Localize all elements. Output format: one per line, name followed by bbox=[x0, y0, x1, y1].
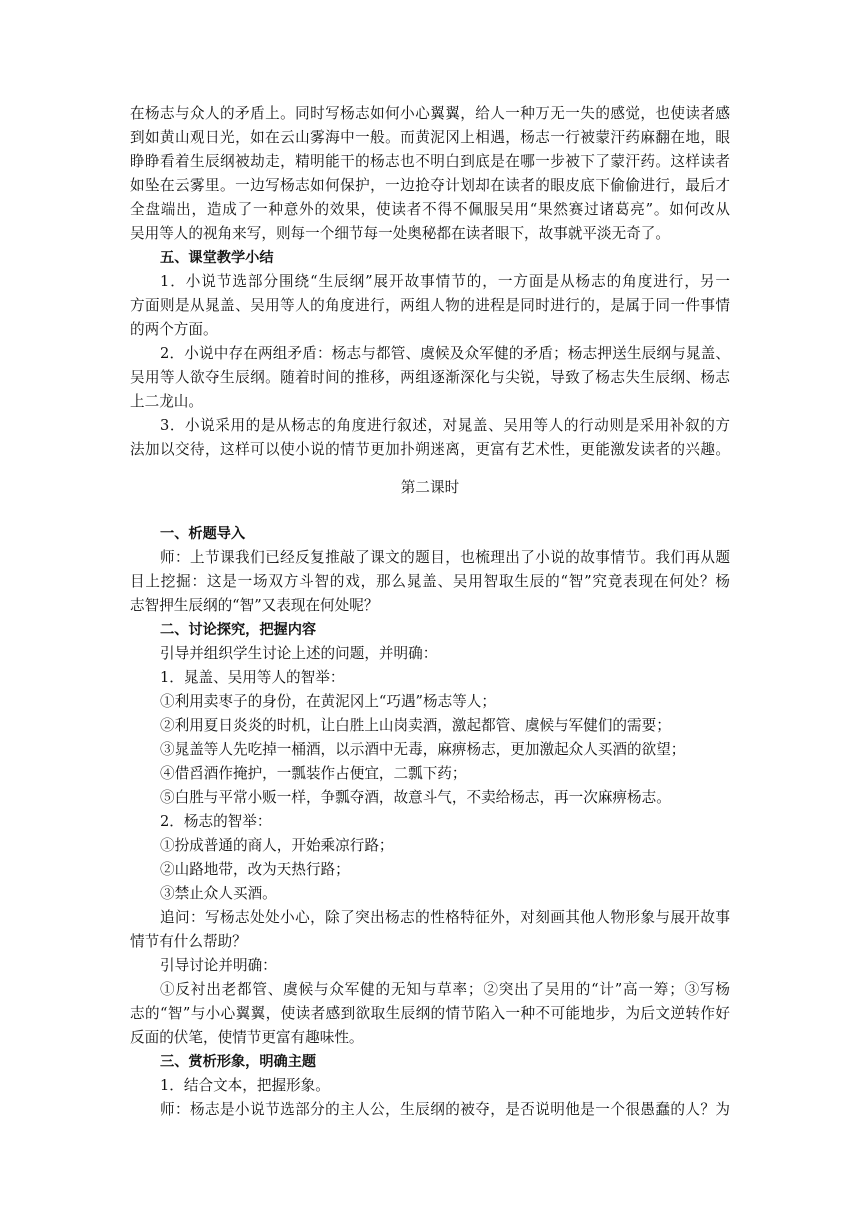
body-text-line: 师：杨志是小说节选部分的主人公，生辰纲的被夺，是否说明他是一个很愚蠢的人？为 bbox=[160, 1101, 730, 1118]
body-text-line: 引导并组织学生讨论上述的问题，并明确： bbox=[160, 645, 438, 662]
body-text-line: ①反衬出老都管、虞候与众军健的无知与草率；②突出了吴用的“计”高一筹；③写杨 bbox=[160, 981, 730, 998]
body-text-line: 睁睁看着生辰纲被劫走，精明能干的杨志也不明白到底是在哪一步被下了蒙汗药。这样读者 bbox=[130, 153, 730, 170]
body-text-line: 如坠在云雾里。一边写杨志如何保护，一边抢夺计划却在读者的眼皮底下偷偷进行，最后才 bbox=[130, 177, 730, 194]
body-text-line: 法加以交待，这样可以使小说的情节更加扑朔迷离，更富有艺术性，更能激发读者的兴趣。 bbox=[130, 441, 730, 458]
body-text-line: 志的“智”与小心翼翼，使读者感到欲取生辰纲的情节陷入一种不可能地步，为后文逆转作好 bbox=[130, 1005, 730, 1022]
body-text-line: 方面则是从晁盖、吴用等人的角度进行，两组人物的进程是同时进行的，是属于同一件事情 bbox=[130, 297, 730, 314]
body-text-line: 志智押生辰纲的“智”又表现在何处呢？ bbox=[130, 597, 379, 614]
body-text-line: 吴用等人的视角来写，则每一个细节每一处奥秘都在读者眼下，故事就平淡无奇了。 bbox=[130, 225, 670, 242]
list-item: ④借舀酒作掩护，一瓢装作占便宜，二瓢下药； bbox=[160, 765, 467, 782]
list-title: 1．结合文本，把握形象。 bbox=[160, 1077, 330, 1094]
body-text-line: 在杨志与众人的矛盾上。同时写杨志如何小心翼翼，给人一种万无一失的感觉，也使读者感 bbox=[130, 105, 730, 122]
body-text-line: 情节有什么帮助？ bbox=[130, 933, 247, 950]
list-item: ②山路地带，改为天热行路； bbox=[160, 861, 350, 878]
list-item: ②利用夏日炎炎的时机，让白胜上山岗卖酒，激起都管、虞候与军健们的需要； bbox=[160, 717, 671, 734]
list-item: ①利用卖枣子的身份，在黄泥冈上“巧遇”杨志等人； bbox=[160, 693, 496, 710]
body-text-line: 的两个方面。 bbox=[130, 321, 218, 338]
body-text-line: 引导讨论并明确： bbox=[160, 957, 277, 974]
body-text-line: 全盘端出，造成了一种意外的效果，使读者不得不佩服吴用“果然赛过诸葛亮”。如何改从 bbox=[130, 201, 730, 218]
body-text-line: 3．小说采用的是从杨志的角度进行叙述，对晁盖、吴用等人的行动则是采用补叙的方 bbox=[160, 417, 730, 434]
list-item: ⑤白胜与平常小贩一样，争瓢夺酒，故意斗气，不卖给杨志，再一次麻痹杨志。 bbox=[160, 789, 671, 806]
lesson-title: 第二课时 bbox=[400, 479, 460, 496]
section-heading: 五、课堂教学小结 bbox=[160, 250, 274, 266]
body-text-line: 吴用等人欲夺生辰纲。随着时间的推移，两组逐渐深化与尖锐，导致了杨志失生辰纲、杨志 bbox=[130, 369, 730, 386]
body-text-line: 师：上节课我们已经反复推敲了课文的题目，也梳理出了小说的故事情节。我们再从题 bbox=[160, 549, 730, 566]
body-text-line: 反面的伏笔，使情节更富有趣味性。 bbox=[130, 1029, 364, 1046]
body-text-line: 上二龙山。 bbox=[130, 393, 203, 410]
body-text-line: 1．小说节选部分围绕“生辰纲”展开故事情节的，一方面是从杨志的角度进行，另一 bbox=[160, 273, 730, 290]
list-title: 1．晁盖、吴用等人的智举： bbox=[160, 669, 345, 686]
body-text-line: 追问：写杨志处处小心，除了突出杨志的性格特征外，对刻画其他人物形象与展开故事 bbox=[160, 909, 730, 926]
list-item: ①扮成普通的商人，开始乘凉行路； bbox=[160, 837, 394, 854]
body-text-line: 2．小说中存在两组矛盾：杨志与都管、虞候及众军健的矛盾；杨志押送生辰纲与晁盖、 bbox=[160, 345, 730, 362]
section-heading: 三、赏析形象，明确主题 bbox=[160, 1054, 317, 1070]
list-item: ③禁止众人买酒。 bbox=[160, 885, 277, 902]
body-text-line: 到如黄山观日光，如在云山雾海中一般。而黄泥冈上相遇，杨志一行被蒙汗药麻翻在地，眼 bbox=[130, 129, 730, 146]
section-heading: 二、讨论探究，把握内容 bbox=[160, 622, 317, 638]
body-text-line: 目上挖掘：这是一场双方斗智的戏，那么晁盖、吴用智取生辰的“智”究竟表现在何处？杨 bbox=[130, 573, 730, 590]
list-title: 2．杨志的智举： bbox=[160, 813, 272, 830]
list-item: ③晁盖等人先吃掉一桶酒，以示酒中无毒，麻痹杨志，更加激起众人买酒的欲望； bbox=[160, 741, 686, 758]
section-heading: 一、析题导入 bbox=[160, 526, 246, 542]
